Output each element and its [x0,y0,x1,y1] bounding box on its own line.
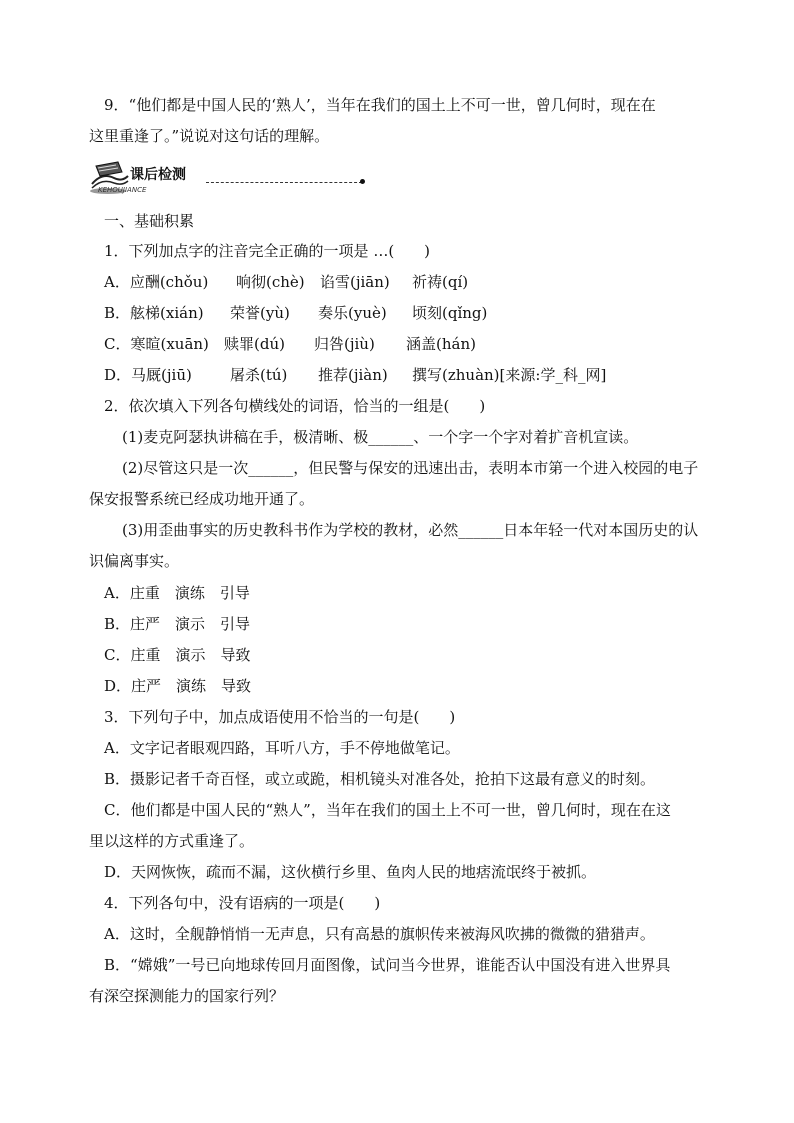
section-heading: 一、基础积累 [104,212,195,230]
question-2-sentence-2-line-2: 保安报警系统已经成功地开通了。 [89,490,315,508]
option-a-item-1: A．应酬(chǒu) [104,273,209,291]
option-b-item-2: 荣誉(yù) [230,304,290,322]
question-3-stem: 3．下列句子中，加点成语使用不恰当的一句是( ) [104,708,456,726]
question-1-option-b [104,303,487,323]
question-3-option-c-line-1: C．他们都是中国人民的“熟人”，当年在我们的国土上不可一世，曾几何时，现在在这 [104,801,671,819]
question-3-option-c-line-2: 里以这样的方式重逢了。 [89,832,255,850]
banner-title: 课后检测 [130,167,186,183]
option-c-item-2: 赎罪(dú) [224,335,285,353]
question-2-option-b: B．庄严 演示 引导 [104,615,251,633]
section-banner [88,158,368,200]
question-2-sentence-3-line-1: (3)用歪曲事实的历史教科书作为学校的教材，必然______日本年轻一代对本国历史的认 [122,521,699,539]
option-a-item-2: 响彻(chè) [236,273,305,291]
option-d-item-1: D．马厩(jiū) [104,366,192,384]
option-b-item-3: 奏乐(yuè) [318,304,387,322]
question-4-option-b-line-2: 有深空探测能力的国家行列？ [89,987,285,1005]
question-3-option-b: B．摄影记者千奇百怪，或立或跪，相机镜头对准各处，抢拍下这最有意义的时刻。 [104,770,656,788]
question-1-option-c [104,334,476,354]
option-a-item-3: 谄雪(jiān) [320,273,390,291]
option-d-item-2: 屠杀(tú) [230,366,288,384]
question-2-stem: 2．依次填入下列各句横线处的词语，恰当的一组是( ) [104,397,486,415]
question-9-line-2: 这里重逢了。”说说对这句话的理解。 [89,127,330,145]
option-c-item-3: 归咎(jiù) [314,335,375,353]
question-9-line-1: 9．“他们都是中国人民的‘熟人’，当年在我们的国土上不可一世，曾几何时，现在在 [104,96,656,114]
question-4-option-a: A．这时，全舰静悄悄一无声息，只有高悬的旗帜传来被海风吹拂的微微的猎猎声。 [104,925,655,943]
question-1-option-d [104,365,606,385]
question-3-option-a: A．文字记者眼观四路，耳听八方，手不停地做笔记。 [104,739,460,757]
question-1-stem: 1．下列加点字的注音完全正确的一项是 …( ) [104,242,431,260]
question-2-option-a: A．庄重 演练 引导 [104,584,250,602]
question-2-sentence-1: (1)麦克阿瑟执讲稿在手，极清晰、极______、一个字一个字对着扩音机宣读。 [122,428,639,446]
option-b-item-4: 顷刻(qǐng) [412,304,488,322]
question-3-option-d: D．天网恢恢，疏而不漏，这伙横行乡里、鱼肉人民的地痞流氓终于被抓。 [104,863,597,881]
option-c-item-1: C．寒暄(xuān) [104,335,209,353]
banner-rule [206,182,362,183]
option-d-item-4: 撰写(zhuàn)[来源:学_科_网] [412,366,607,384]
question-1-option-a [104,272,468,292]
option-d-item-3: 推荐(jiàn) [318,366,388,384]
question-2-option-c: C．庄重 演示 导致 [104,646,251,664]
option-c-item-4: 涵盖(hán) [406,335,476,353]
option-b-item-1: B．舷梯(xián) [104,304,204,322]
banner-subtitle: KEHOUJIANCE [98,186,147,194]
question-2-sentence-2-line-1: (2)尽管这只是一次______，但民警与保安的迅速出击，表明本市第一个进入校园的电子 [122,459,699,477]
question-2-sentence-3-line-2: 识偏离事实。 [89,552,180,570]
option-a-item-4: 祈祷(qí) [412,273,469,291]
question-4-stem: 4．下列各句中，没有语病的一项是( ) [104,894,381,912]
question-4-option-b-line-1: B．“嫦娥”一号已向地球传回月面图像，试问当今世界，谁能否认中国没有进入世界具 [104,956,671,974]
question-2-option-d: D．庄严 演练 导致 [104,677,252,695]
banner-dot [360,179,365,184]
